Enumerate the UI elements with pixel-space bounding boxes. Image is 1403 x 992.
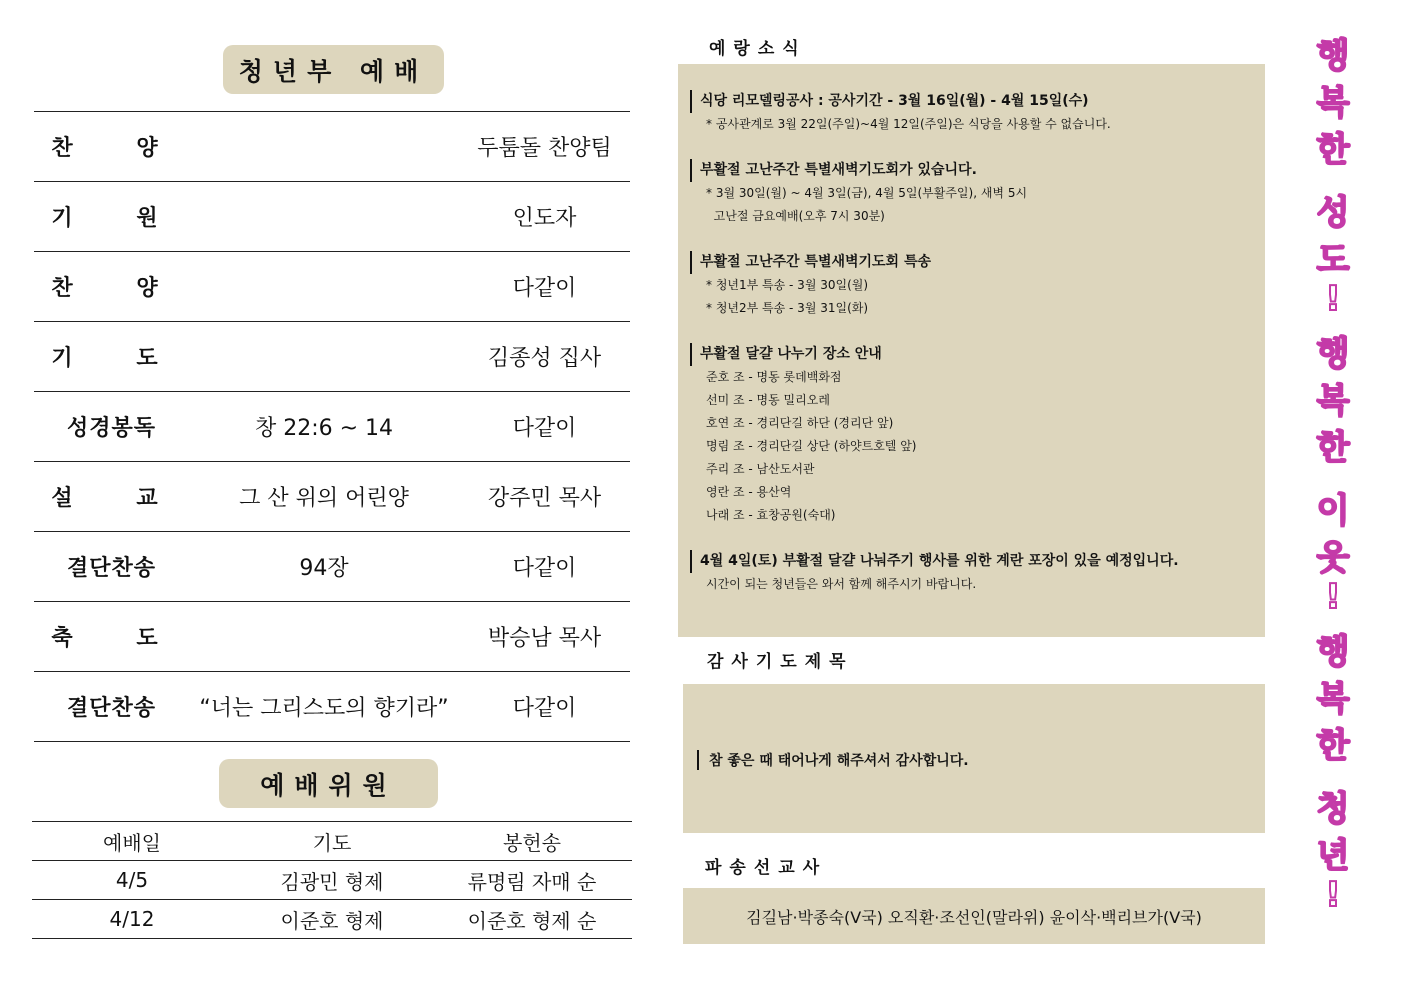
news-item-title: 4월 4일(토) 부활절 달걀 나눠주기 행사를 위한 계란 포장이 있을 예정입니다.: [690, 550, 1250, 573]
news-item-title: 부활절 고난주간 특별새벽기도회가 있습니다.: [690, 159, 1250, 182]
news-item-detail: 선미 조 - 명동 밀리오레: [706, 393, 830, 407]
slogan-glyph: 한: [1316, 428, 1350, 468]
news-item-detail: 주리 조 - 남산도서관: [706, 462, 815, 476]
order-person: 다같이: [512, 696, 577, 721]
staff-cell: 4/5: [115, 868, 149, 892]
order-detail: 창 22:6 ~ 14: [254, 416, 394, 441]
order-row: [34, 671, 630, 742]
order-item: 기 원: [51, 206, 186, 231]
news-item-detail: 고난절 금요예배(오후 7시 30분): [706, 209, 885, 223]
slogan-glyph: !: [1325, 577, 1341, 617]
order-detail: “너는 그리스도의 향기라”: [199, 696, 449, 721]
slogan-glyph: 년: [1316, 836, 1350, 876]
slogan-glyph: 행: [1316, 36, 1350, 76]
order-row: [34, 391, 630, 461]
news-item-detail: * 청년2부 특송 - 3월 31일(화): [706, 301, 869, 315]
news-item-title: 부활절 달걀 나누기 장소 안내: [690, 343, 1250, 366]
order-row: [34, 111, 630, 181]
news-item: [690, 90, 1250, 136]
news-item-detail: * 3월 30일(월) ~ 4월 3일(금), 4월 5일(부활주일), 새벽 5시: [706, 186, 1028, 200]
thanks-box: [683, 684, 1265, 833]
staff-cell: 봉헌송: [503, 830, 561, 855]
order-detail: 그 산 위의 어린양: [239, 486, 409, 511]
thanks-text: 참 좋은 때 태어나게 해주셔서 감사합니다.: [697, 750, 969, 770]
order-item: 기 도: [51, 346, 186, 371]
worship-order-table: [34, 111, 630, 742]
staff-cell: 이준호 형제: [280, 908, 384, 933]
news-item-detail: 나래 조 - 효창공원(숙대): [706, 508, 836, 522]
order-person: 두툼돌 찬양팀: [477, 136, 612, 161]
slogan-glyph: 한: [1316, 130, 1350, 170]
slogan-glyph: 한: [1316, 726, 1350, 766]
slogan-glyph: 이: [1316, 491, 1350, 531]
staff-row: [32, 899, 632, 939]
news-item: [690, 159, 1250, 228]
slogan-glyph: 웃: [1316, 538, 1350, 578]
news-item-detail: 시간이 되는 청년들은 와서 함께 해주시기 바랍니다.: [706, 577, 977, 591]
staff-row: [32, 860, 632, 899]
staff-cell: 류명림 자매 순: [467, 869, 597, 894]
slogan-glyph: 행: [1316, 334, 1350, 374]
slogan-glyph: !: [1325, 279, 1341, 319]
news-item-detail: 준호 조 - 명동 롯데백화점: [706, 370, 842, 384]
worship-staff-title: 예배위원: [219, 759, 438, 808]
news-item: [690, 343, 1250, 527]
bulletin-title: 청년부 예배: [223, 45, 444, 94]
vertical-slogan: [1308, 28, 1358, 968]
order-person: 다같이: [512, 416, 577, 441]
order-row: [34, 531, 630, 601]
news-item-detail: * 청년1부 특송 - 3월 30일(월): [706, 278, 869, 292]
order-item: 성경봉독: [66, 416, 156, 441]
news-heading: 예랑소식: [709, 39, 807, 59]
news-item-detail: 영란 조 - 용산역: [706, 485, 792, 499]
order-item: 찬 양: [51, 136, 186, 161]
staff-header-row: [32, 821, 632, 860]
order-row: [34, 321, 630, 391]
order-row: [34, 181, 630, 251]
order-person: 다같이: [512, 276, 577, 301]
slogan-glyph: 복: [1316, 381, 1350, 421]
staff-cell: 김광민 형제: [280, 869, 384, 894]
staff-cell: 기도: [312, 830, 352, 855]
order-person: 김종성 집사: [487, 346, 602, 371]
news-item-title: 식당 리모델링공사 : 공사기간 - 3월 16일(월) - 4월 15일(수): [690, 90, 1250, 113]
staff-cell: 예배일: [103, 830, 161, 855]
news-box: [678, 64, 1265, 637]
order-person: 다같이: [512, 556, 577, 581]
staff-cell: 이준호 형제 순: [467, 908, 597, 933]
slogan-glyph: 복: [1316, 83, 1350, 123]
order-row: [34, 461, 630, 531]
order-item: 결단찬송: [66, 696, 156, 721]
order-detail: 94장: [299, 556, 349, 581]
slogan-glyph: 복: [1316, 679, 1350, 719]
order-item: 축 도: [51, 626, 186, 651]
news-list: [690, 90, 1250, 619]
order-item: 설 교: [51, 486, 186, 511]
news-item-title: 부활절 고난주간 특별새벽기도회 특송: [690, 251, 1250, 274]
mission-box: [683, 888, 1265, 944]
slogan-glyph: 도: [1316, 240, 1350, 280]
staff-cell: 4/12: [109, 907, 155, 931]
order-person: 박승남 목사: [487, 626, 602, 651]
mission-text: 김길남·박종숙(V국) 오직환·조선인(말라위) 윤이삭·백리브가(V국): [746, 907, 1202, 927]
news-item-detail: 명림 조 - 경리단길 상단 (하얏트호텔 앞): [706, 439, 917, 453]
order-item: 찬 양: [51, 276, 186, 301]
slogan-glyph: 행: [1316, 632, 1350, 672]
news-item-detail: 호연 조 - 경리단길 하단 (경리단 앞): [706, 416, 894, 430]
order-row: [34, 601, 630, 671]
worship-staff-table: [32, 821, 632, 939]
slogan-glyph: 성: [1316, 193, 1350, 233]
order-item: 결단찬송: [66, 556, 156, 581]
order-person: 인도자: [512, 206, 577, 231]
mission-heading: 파송선교사: [705, 858, 828, 878]
news-item: [690, 550, 1250, 596]
order-person: 강주민 목사: [487, 486, 602, 511]
order-row: [34, 251, 630, 321]
slogan-glyph: 청: [1316, 789, 1350, 829]
thanks-heading: 감사기도제목: [707, 652, 854, 672]
news-item: [690, 251, 1250, 320]
slogan-glyph: !: [1325, 875, 1341, 915]
news-item-detail: * 공사관계로 3월 22일(주일)~4월 12일(주일)은 식당을 사용할 수 없습니다.: [706, 117, 1111, 131]
